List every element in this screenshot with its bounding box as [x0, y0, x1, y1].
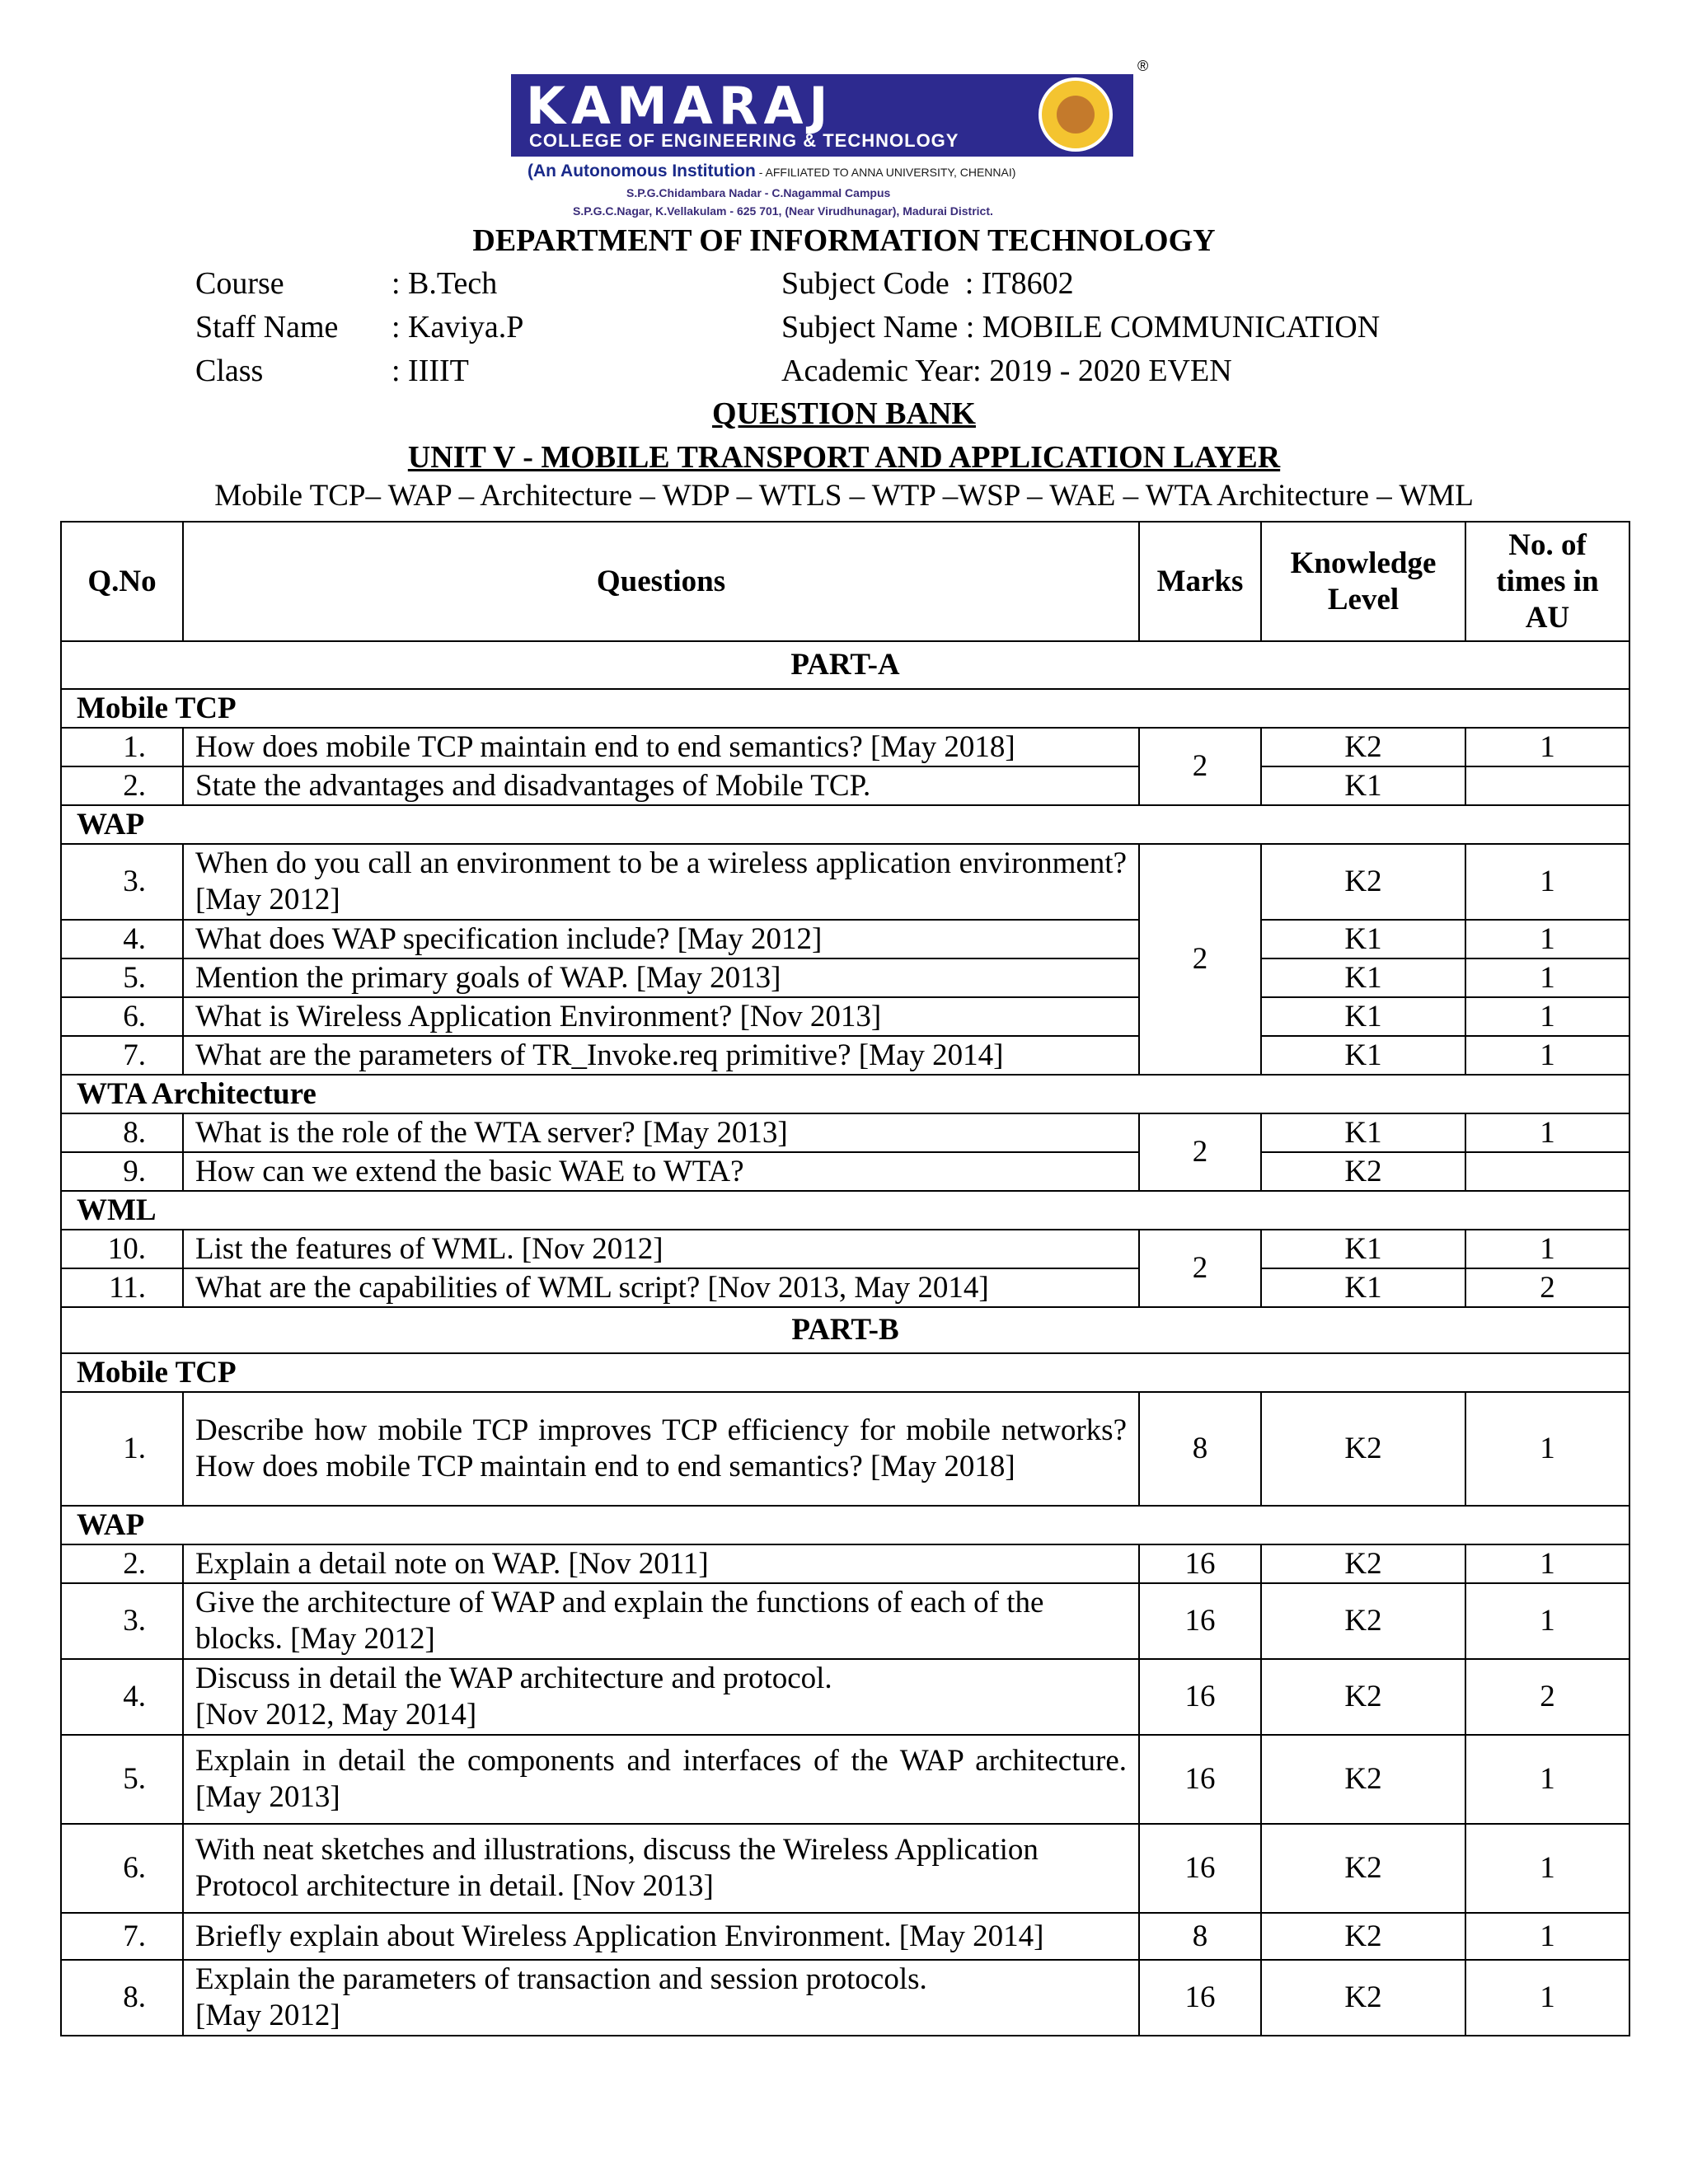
college-logo	[511, 58, 1170, 223]
section-wta-architecture: WTA Architecture	[61, 1075, 1629, 1113]
table-row: 5. Explain in detail the components and interfaces of the WAP architecture. [May 2013] 16 K2 1	[61, 1735, 1629, 1824]
table-row: 2. Explain a detail note on WAP. [Nov 2011] 16 K2 1	[61, 1544, 1629, 1583]
knowledge-level-header: Knowledge Level	[1261, 522, 1465, 641]
registered-mark: ®	[1137, 58, 1149, 74]
section-mobile-tcp: Mobile TCP	[61, 689, 1629, 728]
table-row: 4. What does WAP specification include? [May 2012] K1 1	[61, 920, 1629, 958]
course-label: Course	[195, 266, 284, 301]
section-wap: WAP	[61, 805, 1629, 844]
table-row: 6. With neat sketches and illustrations, discuss the Wireless Application Protocol architecture in detail. [Nov 2013] 16 K2 1	[61, 1824, 1629, 1913]
times-in-au-header: No. of times in AU	[1465, 522, 1629, 641]
staff-label: Staff Name	[195, 310, 339, 344]
course-value: : B.Tech	[392, 266, 498, 301]
subject-name: Subject Name : MOBILE COMMUNICATION	[781, 310, 1381, 344]
class-value: : IIIIT	[392, 354, 469, 388]
part-b-heading: PART-B	[61, 1307, 1629, 1353]
qno-header: Q.No	[61, 522, 183, 641]
section-wml: WML	[61, 1191, 1629, 1230]
logo-name: KAMARAJ	[526, 76, 834, 136]
question-bank-title: QUESTION BANK	[712, 396, 976, 431]
campus-line: S.P.G.Chidambara Nadar - C.Nagammal Campus	[626, 186, 891, 199]
table-row: 4. Discuss in detail the WAP architecture and protocol. [Nov 2012, May 2014] 16 K2 2	[61, 1659, 1629, 1735]
affiliation: - AFFILIATED TO ANNA UNIVERSITY, CHENNAI)	[755, 166, 1016, 179]
table-row: 3. Give the architecture of WAP and explain the functions of each of the blocks. [May 2012] 16 K2 1	[61, 1583, 1629, 1659]
table-row: 7. Briefly explain about Wireless Application Environment. [May 2014] 8 K2 1	[61, 1913, 1629, 1960]
table-row: 7. What are the parameters of TR_Invoke.req primitive? [May 2014] K1 1	[61, 1036, 1629, 1075]
staff-value: : Kaviya.P	[392, 310, 524, 344]
table-header-row	[61, 522, 1629, 641]
question-table	[60, 521, 1630, 2036]
table-row: 1. How does mobile TCP maintain end to end semantics? [May 2018] 2 K2 1	[61, 728, 1629, 766]
emblem-icon	[1039, 77, 1113, 152]
table-row: 8. What is the role of the WTA server? [May 2013] 2 K1 1	[61, 1113, 1629, 1152]
part-a-heading: PART-A	[61, 641, 1629, 689]
section-wap-b: WAP	[61, 1506, 1629, 1544]
table-row: 8. Explain the parameters of transaction and session protocols. [May 2012] 16 K2 1	[61, 1960, 1629, 2036]
institution-type: (An Autonomous Institution	[528, 162, 756, 180]
section-mobile-tcp-b: Mobile TCP	[61, 1353, 1629, 1392]
class-label: Class	[195, 354, 264, 388]
table-row: 5. Mention the primary goals of WAP. [May 2013] K1 1	[61, 958, 1629, 997]
logo-subtitle: COLLEGE OF ENGINEERING & TECHNOLOGY	[529, 130, 959, 151]
marks-header: Marks	[1139, 522, 1261, 641]
table-row: 2. State the advantages and disadvantages of Mobile TCP. K1	[61, 766, 1629, 805]
subject-code: Subject Code : IT8602	[781, 266, 1074, 301]
table-row: 9. How can we extend the basic WAE to WTA? K2	[61, 1152, 1629, 1191]
table-row: 6. What is Wireless Application Environment? [Nov 2013] K1 1	[61, 997, 1629, 1036]
unit-title: UNIT V - MOBILE TRANSPORT AND APPLICATION LAYER	[407, 440, 1281, 475]
questions-header: Questions	[183, 522, 1139, 641]
institution-line	[528, 162, 1015, 181]
table-row: 11. What are the capabilities of WML script? [Nov 2013, May 2014] K1 2	[61, 1268, 1629, 1307]
address-line: S.P.G.C.Nagar, K.Vellakulam - 625 701, (Near Virudhunagar), Madurai District.	[573, 204, 993, 218]
unit-topics: Mobile TCP– WAP – Architecture – WDP – WTLS – WTP –WSP – WAE – WTA Architecture – WML	[214, 479, 1474, 513]
department-title: DEPARTMENT OF INFORMATION TECHNOLOGY	[472, 223, 1216, 258]
table-row: 1. Describe how mobile TCP improves TCP efficiency for mobile networks? How does mobile TCP maintain end to end semantics? [May 2018] 8 K2 1	[61, 1392, 1629, 1506]
table-row: 3. When do you call an environment to be a wireless application environment?[May 2012] 2 K2 1	[61, 844, 1629, 920]
academic-year: Academic Year: 2019 - 2020 EVEN	[781, 354, 1232, 388]
table-row: 10. List the features of WML. [Nov 2012] 2 K1 1	[61, 1230, 1629, 1268]
